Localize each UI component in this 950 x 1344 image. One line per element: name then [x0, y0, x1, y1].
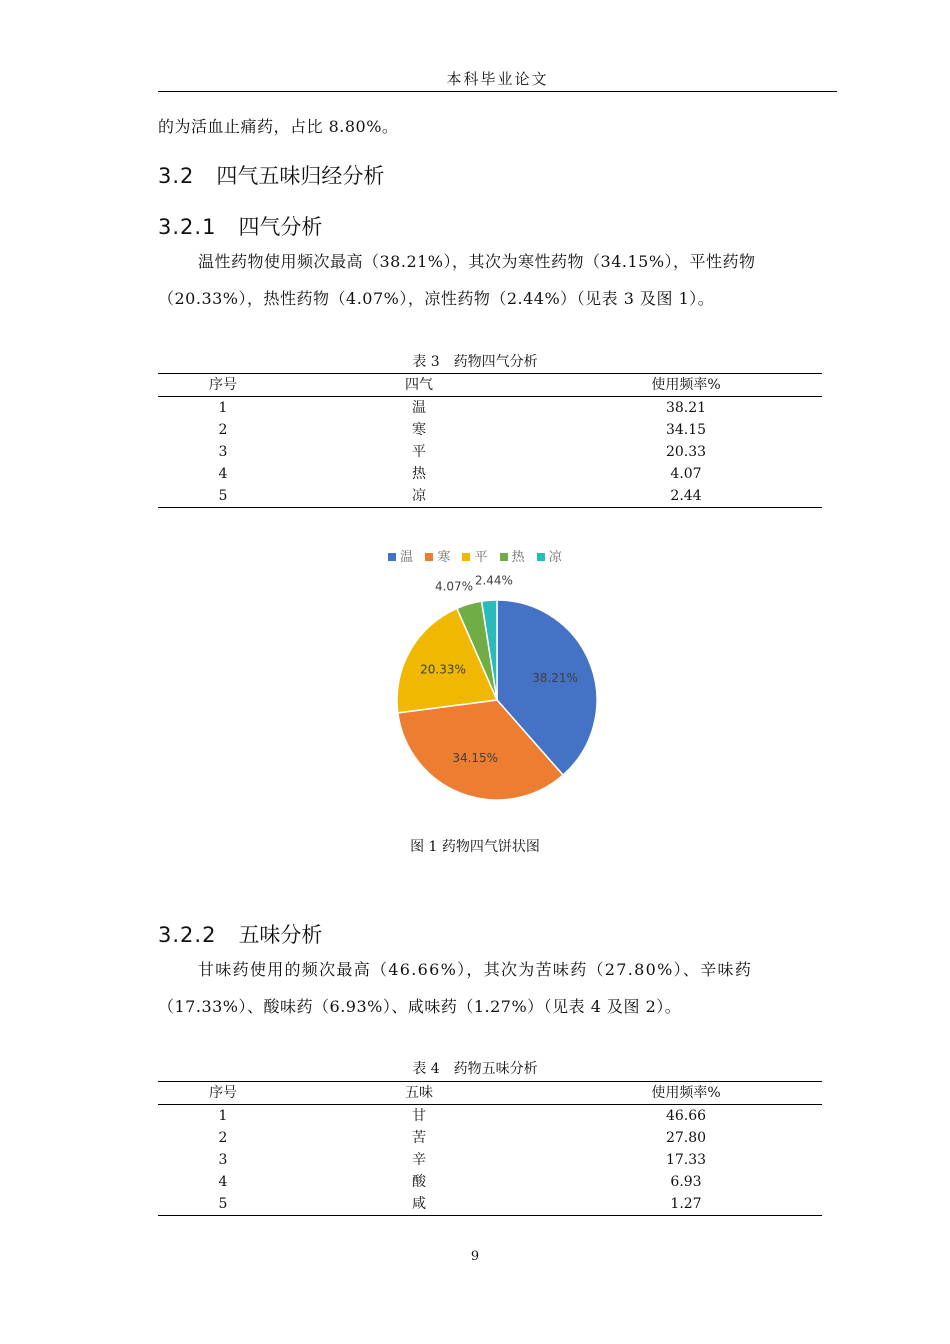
pie-data-label: 2.44%: [474, 573, 513, 588]
legend-label: 热: [511, 550, 525, 565]
legend-swatch: [388, 553, 396, 561]
table-cell: 3: [218, 444, 228, 460]
legend-label: 平: [474, 550, 488, 565]
paragraph-line: （20.33%），热性药物（4.07%），凉性药物（2.44%）（见表 3 及图 1）。: [158, 289, 715, 308]
column-header: 五味: [288, 1082, 550, 1105]
table-cell: 4: [218, 466, 228, 482]
table-cell: 1: [218, 1108, 228, 1124]
legend-item: [500, 546, 525, 565]
section-3-2-1-heading: [158, 211, 322, 241]
column-header: 序号: [158, 1082, 288, 1105]
table-cell: 4: [218, 1174, 228, 1190]
table-4-caption: 表 4 药物五味分析: [412, 1061, 538, 1077]
table-4: [158, 1081, 822, 1216]
legend-swatch: [500, 553, 508, 561]
column-header: 四气: [288, 374, 550, 397]
legend-swatch: [462, 553, 470, 561]
table-cell: 2.44: [670, 488, 702, 504]
table-cell: 4.07: [670, 466, 702, 482]
table-cell: 平: [412, 444, 426, 460]
pie-chart: [378, 566, 618, 816]
header-rule: [158, 91, 837, 92]
figure-1-caption: 图 1 药物四气饼状图: [410, 839, 540, 855]
pie-data-label: 38.21%: [532, 671, 578, 686]
legend-label: 凉: [548, 550, 562, 565]
pie-data-label: 20.33%: [420, 662, 466, 677]
table-3-caption: 表 3 药物四气分析: [412, 354, 538, 370]
table-cell: 1: [218, 400, 228, 416]
table-cell: 20.33: [665, 444, 707, 460]
column-header: 使用频率%: [550, 374, 822, 397]
table-row: [158, 463, 822, 485]
table-cell: 46.66: [665, 1108, 707, 1124]
legend-item: [425, 546, 450, 565]
running-header: 本科毕业论文: [446, 70, 549, 88]
paragraph-line: 温性药物使用频次最高（38.21%），其次为寒性药物（34.15%），平性药物: [198, 252, 756, 271]
intro-line: 的为活血止痛药，占比 8.80%。: [158, 117, 399, 136]
table-cell: 苦: [412, 1130, 426, 1146]
table-cell: 咸: [412, 1196, 426, 1212]
legend-item: [537, 546, 562, 565]
table-row: [158, 1193, 822, 1216]
paragraph-line: 甘味药使用的频次最高（46.66%），其次为苦味药（27.80%）、辛味药: [198, 960, 753, 979]
table-cell: 辛: [412, 1152, 426, 1168]
table-cell: 2: [218, 422, 228, 438]
table-row: [158, 485, 822, 508]
table-row: [158, 441, 822, 463]
section-title: 四气分析: [238, 215, 323, 239]
table-cell: 热: [412, 466, 426, 482]
legend-item: [462, 546, 487, 565]
section-number: 3.2.2: [158, 923, 217, 947]
section-title: 五味分析: [238, 923, 323, 947]
page-number: 9: [470, 1249, 480, 1264]
table-cell: 凉: [412, 488, 426, 504]
table-cell: 2: [218, 1130, 228, 1146]
table-3: [158, 373, 822, 508]
table-cell: 温: [412, 400, 426, 416]
paragraph-line: （17.33%）、酸味药（6.93%）、咸味药（1.27%）（见表 4 及图 2）。: [158, 997, 682, 1016]
table-row: [158, 1105, 822, 1128]
pie-data-label: 34.15%: [452, 751, 499, 765]
table-row: [158, 1149, 822, 1171]
pie-data-label: 4.07%: [434, 579, 474, 594]
legend-swatch: [425, 553, 433, 561]
section-number: 3.2.1: [158, 215, 217, 239]
table-header-row: [158, 374, 822, 397]
table-cell: 17.33: [665, 1152, 707, 1168]
table-cell: 酸: [412, 1174, 426, 1190]
table-row: [158, 419, 822, 441]
table-cell: 寒: [412, 422, 426, 438]
table-row: [158, 1171, 822, 1193]
table-cell: 27.80: [665, 1130, 707, 1146]
legend-swatch: [537, 553, 545, 561]
table-cell: 5: [218, 488, 228, 504]
table-cell: 34.15: [665, 422, 707, 438]
legend-label: 寒: [437, 550, 451, 565]
column-header: 序号: [158, 374, 288, 397]
table-header-row: [158, 1082, 822, 1105]
table-row: [158, 1127, 822, 1149]
column-header: 使用频率%: [550, 1082, 822, 1105]
table-row: [158, 397, 822, 420]
table-cell: 1.27: [670, 1196, 702, 1212]
table-cell: 6.93: [670, 1174, 702, 1190]
section-3-2-2-heading: [158, 919, 322, 949]
section-3-2-heading: [158, 160, 384, 190]
section-title: 四气五味归经分析: [216, 164, 385, 188]
table-cell: 3: [218, 1152, 228, 1168]
table-cell: 5: [218, 1196, 228, 1212]
legend-label: 温: [400, 550, 414, 565]
section-number: 3.2: [158, 164, 195, 188]
chart-legend: [0, 546, 950, 565]
table-cell: 38.21: [665, 400, 707, 416]
table-cell: 甘: [412, 1108, 426, 1124]
legend-item: [388, 546, 413, 565]
